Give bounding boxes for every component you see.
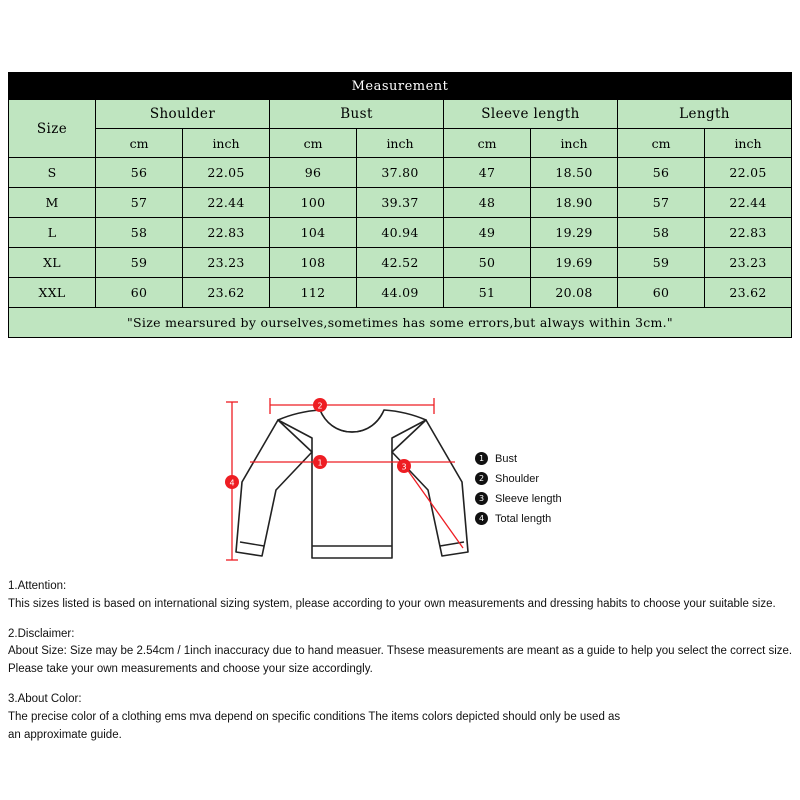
sweater-diagram-svg — [0, 370, 800, 580]
legend-label-sleeve-length: Sleeve length — [495, 492, 562, 505]
cell-length-cm: 56 — [618, 158, 705, 188]
legend-label-shoulder: Shoulder — [495, 472, 540, 485]
table-row — [9, 248, 792, 278]
disclaimer-body-line2: Please take your own measurements and choose your size accordingly. — [8, 663, 373, 676]
group-header-shoulder: Shoulder — [96, 100, 270, 129]
row-size-label: S — [9, 158, 96, 188]
attention-heading: 1.Attention: — [8, 580, 67, 592]
cell-length-inch: 23.62 — [705, 278, 792, 308]
unit-bust-inch: inch — [357, 129, 444, 158]
unit-sleeve-cm: cm — [444, 129, 531, 158]
size-chart-table-wrapper — [8, 72, 792, 338]
cell-bust-inch: 39.37 — [357, 188, 444, 218]
table-row — [9, 158, 792, 188]
cell-shoulder-inch: 22.05 — [183, 158, 270, 188]
cell-length-cm: 60 — [618, 278, 705, 308]
cell-sleeve-cm: 47 — [444, 158, 531, 188]
legend-bullet-icon: 3 — [475, 492, 488, 505]
cell-sleeve-cm: 49 — [444, 218, 531, 248]
cell-length-inch: 23.23 — [705, 248, 792, 278]
cell-sleeve-inch: 19.29 — [531, 218, 618, 248]
sweater-left-sleeve-path — [236, 420, 312, 556]
cell-shoulder-cm: 60 — [96, 278, 183, 308]
row-size-label: L — [9, 218, 96, 248]
table-title-row — [9, 73, 792, 100]
table-row — [9, 218, 792, 248]
size-column-header: Size — [9, 100, 96, 158]
row-size-label: XL — [9, 248, 96, 278]
table-row — [9, 278, 792, 308]
cell-bust-cm: 96 — [270, 158, 357, 188]
cell-length-inch: 22.44 — [705, 188, 792, 218]
attention-body: This sizes listed is based on international sizing system, please according to your own measurements and dressing habits to choose your suitable size. — [8, 597, 776, 610]
cell-sleeve-inch: 20.08 — [531, 278, 618, 308]
color-body-line2: an approximate guide. — [8, 728, 122, 741]
group-header-row — [9, 100, 792, 129]
legend-bullet-icon: 1 — [475, 452, 488, 465]
cell-shoulder-inch: 23.23 — [183, 248, 270, 278]
cell-bust-inch: 40.94 — [357, 218, 444, 248]
unit-sleeve-inch: inch — [531, 129, 618, 158]
cell-sleeve-cm: 51 — [444, 278, 531, 308]
cell-bust-cm: 112 — [270, 278, 357, 308]
cell-shoulder-cm: 56 — [96, 158, 183, 188]
cell-bust-inch: 42.52 — [357, 248, 444, 278]
cell-shoulder-cm: 57 — [96, 188, 183, 218]
cell-length-inch: 22.83 — [705, 218, 792, 248]
cell-shoulder-cm: 59 — [96, 248, 183, 278]
disclaimer-body-line1: About Size: Size may be 2.54cm / 1inch inaccuracy due to hand measuer. Thsese measurements are meant as a guide to help you select the correct size. — [8, 645, 793, 658]
legend-bullet-icon: 2 — [475, 472, 488, 485]
legend-label-bust: Bust — [495, 452, 518, 465]
disclaimer-heading: 2.Disclaimer: — [8, 627, 75, 640]
cell-sleeve-cm: 48 — [444, 188, 531, 218]
marker-bust-label: 1 — [317, 458, 323, 468]
table-footnote: "Size mearsured by ourselves,sometimes has some errors,but always within 3cm." — [9, 308, 792, 338]
cell-bust-cm: 108 — [270, 248, 357, 278]
cell-bust-inch: 37.80 — [357, 158, 444, 188]
cell-length-cm: 57 — [618, 188, 705, 218]
cell-length-cm: 59 — [618, 248, 705, 278]
measurement-diagram — [0, 370, 800, 580]
notes-section — [8, 578, 794, 745]
cell-bust-cm: 104 — [270, 218, 357, 248]
group-header-bust: Bust — [270, 100, 444, 129]
cell-shoulder-cm: 58 — [96, 218, 183, 248]
cell-shoulder-inch: 23.62 — [183, 278, 270, 308]
cell-sleeve-inch: 18.50 — [531, 158, 618, 188]
row-size-label: M — [9, 188, 96, 218]
cell-shoulder-inch: 22.44 — [183, 188, 270, 218]
cell-sleeve-inch: 19.69 — [531, 248, 618, 278]
legend-item-total-length — [475, 512, 562, 525]
unit-shoulder-cm: cm — [96, 129, 183, 158]
legend-bullet-icon: 4 — [475, 512, 488, 525]
legend-item-shoulder — [475, 472, 562, 485]
size-chart-table — [8, 72, 792, 338]
marker-sleeve-length-label: 3 — [401, 462, 407, 472]
cell-bust-inch: 44.09 — [357, 278, 444, 308]
color-body-line1: The precise color of a clothing ems mva depend on specific conditions The items colors depicted should only be used as — [8, 710, 621, 723]
cell-length-cm: 58 — [618, 218, 705, 248]
unit-length-inch: inch — [705, 129, 792, 158]
legend-item-bust — [475, 452, 562, 465]
marker-shoulder-label: 2 — [317, 401, 323, 411]
group-header-sleeve-length: Sleeve length — [444, 100, 618, 129]
cell-bust-cm: 100 — [270, 188, 357, 218]
legend-label-total-length: Total length — [495, 512, 552, 525]
table-row — [9, 188, 792, 218]
legend-item-sleeve-length — [475, 492, 562, 505]
cell-length-inch: 22.05 — [705, 158, 792, 188]
group-header-length: Length — [618, 100, 792, 129]
unit-length-cm: cm — [618, 129, 705, 158]
row-size-label: XXL — [9, 278, 96, 308]
cell-sleeve-inch: 18.90 — [531, 188, 618, 218]
unit-bust-cm: cm — [270, 129, 357, 158]
unit-shoulder-inch: inch — [183, 129, 270, 158]
cell-shoulder-inch: 22.83 — [183, 218, 270, 248]
color-heading: 3.About Color: — [8, 693, 82, 706]
marker-total-length-label: 4 — [229, 478, 235, 488]
diagram-legend — [475, 452, 562, 532]
table-title: Measurement — [9, 73, 792, 100]
table-footnote-row — [9, 308, 792, 338]
unit-header-row — [9, 129, 792, 158]
sweater-right-sleeve-path — [392, 420, 468, 556]
cell-sleeve-cm: 50 — [444, 248, 531, 278]
